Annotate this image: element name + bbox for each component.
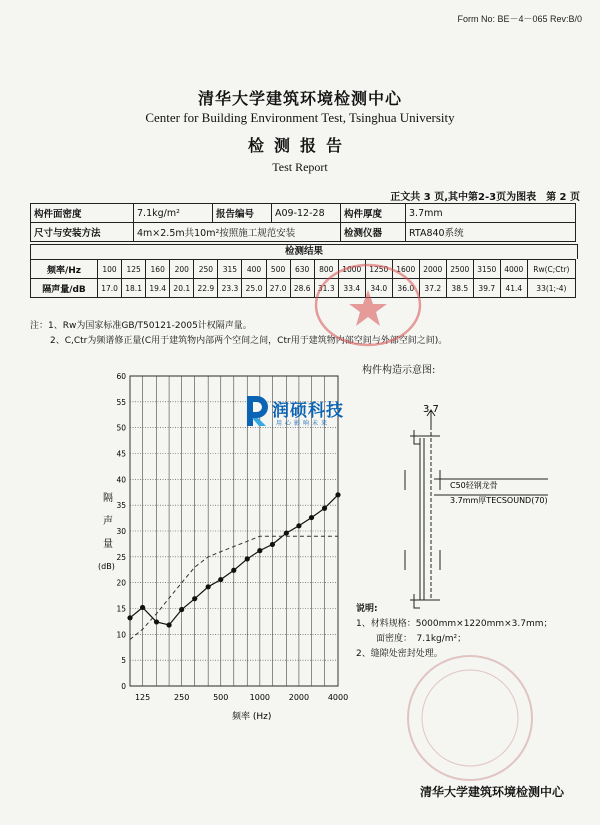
frequency-cell: 3150 <box>473 260 500 279</box>
insulation-cell: 27.0 <box>266 279 290 298</box>
diagram-label-stud: C50轻钢龙骨 <box>450 481 498 490</box>
report-title-cn: 检测报告 <box>247 136 352 155</box>
spec-line-3: 2、缝隙处密封处理。 <box>356 649 443 659</box>
data-point <box>154 619 159 624</box>
frequency-cell: 125 <box>122 260 146 279</box>
size-label: 尺寸与安装方法 <box>31 223 134 242</box>
data-point <box>206 584 211 589</box>
form-number: Form No: BE－4－065 Rev:B/0 <box>457 14 582 24</box>
data-point <box>296 523 301 528</box>
y-tick-label: 5 <box>121 656 126 666</box>
frequency-cell: 100 <box>98 260 122 279</box>
instrument-value: RTA840系统 <box>406 223 576 242</box>
data-point <box>309 515 314 520</box>
frequency-cell: 1600 <box>392 260 419 279</box>
y-tick-label: 40 <box>116 475 126 485</box>
insulation-cell: 34.0 <box>365 279 392 298</box>
density-value: 7.1kg/m² <box>134 204 213 223</box>
rw-value: 33(1;-4) <box>527 279 575 298</box>
note-2: 2、C,Ctr为频谱修正量(C用于建筑物内部两个空间之间，Ctr用于建筑物内部空间与外部空间之间)。 <box>50 336 448 346</box>
insulation-cell: 31.3 <box>314 279 338 298</box>
spec-line-2: 面密度： 7.1kg/m²； <box>376 634 467 644</box>
watermark-logo <box>244 394 374 430</box>
report-no-value: A09-12-28 <box>272 204 341 223</box>
diagram-title: 构件构造示意图: <box>362 365 436 376</box>
y-tick-label: 0 <box>121 682 126 691</box>
insulation-cell: 41.4 <box>500 279 527 298</box>
ylabel-char-2: 声 <box>103 516 113 527</box>
diagram-label-membrane: 3.7mm厚TECSOUND(70) <box>450 496 548 505</box>
y-tick-label: 60 <box>116 372 126 381</box>
ylabel-unit: (dB) <box>98 562 115 571</box>
frequency-cell: 4000 <box>500 260 527 279</box>
faded-seal-stamp <box>408 656 532 780</box>
center-title-en: Center for Building Environment Test, Tsinghua University <box>145 110 455 125</box>
spec-line-1: 1、材料规格：5000mm×1220mm×3.7mm； <box>356 619 553 629</box>
insulation-cell: 38.5 <box>446 279 473 298</box>
insulation-cell: 18.1 <box>122 279 146 298</box>
diagram-dimension: 3.7 <box>423 404 439 415</box>
frequency-cell: 630 <box>290 260 314 279</box>
y-tick-label: 10 <box>116 630 126 640</box>
y-tick-label: 25 <box>116 552 126 562</box>
data-point <box>179 607 184 612</box>
data-point <box>270 542 275 547</box>
frequency-cell: 2500 <box>446 260 473 279</box>
frequency-cell: 2000 <box>419 260 446 279</box>
y-tick-label: 30 <box>116 527 126 536</box>
instrument-label: 检测仪器 <box>341 223 406 242</box>
data-point <box>322 506 327 511</box>
logo-slogan: 用心影响未来 <box>276 420 331 427</box>
data-point <box>140 605 145 610</box>
insulation-cell: 17.0 <box>98 279 122 298</box>
frequency-cell: 1000 <box>338 260 365 279</box>
x-tick-label: 125 <box>134 693 151 702</box>
x-tick-label: 2000 <box>288 693 310 702</box>
results-heading: 检测结果 <box>30 244 578 259</box>
data-point <box>127 615 132 620</box>
y-tick-label: 20 <box>116 578 126 588</box>
report-no-label: 报告编号 <box>213 204 272 223</box>
insulation-cell: 19.4 <box>146 279 170 298</box>
data-point <box>192 596 197 601</box>
spec-notes <box>356 602 553 662</box>
ylabel-char-1: 隔 <box>103 493 113 504</box>
data-point <box>335 492 340 497</box>
thickness-label: 构件厚度 <box>341 204 406 223</box>
x-tick-label: 500 <box>213 693 229 702</box>
insulation-cell: 20.1 <box>170 279 194 298</box>
spec-title: 说明: <box>356 604 378 614</box>
x-tick-label: 4000 <box>327 693 349 702</box>
data-point <box>166 622 171 627</box>
frequency-label: 频率/Hz <box>31 260 98 279</box>
red-seal-stamp <box>316 265 420 345</box>
insulation-cell: 22.9 <box>194 279 218 298</box>
logo-mark-icon <box>244 394 270 428</box>
center-title-cn: 清华大学建筑环境检测中心 <box>197 89 402 108</box>
insulation-cell: 25.0 <box>242 279 266 298</box>
page-info: 正文共 3 页,其中第2-3页为图表 第 2 页 <box>390 192 580 203</box>
data-point <box>257 548 262 553</box>
insulation-cell: 36.0 <box>392 279 419 298</box>
insulation-cell: 33.4 <box>338 279 365 298</box>
data-point <box>284 530 289 535</box>
frequency-cell: 1250 <box>365 260 392 279</box>
note-1: 注：1、Rw为国家标准GB/T50121-2005计权隔声量。 <box>30 321 252 331</box>
y-tick-label: 35 <box>116 501 126 511</box>
y-tick-label: 45 <box>116 449 126 459</box>
x-tick-label: 1000 <box>249 693 271 702</box>
footer-org: 清华大学建筑环境检测中心 <box>419 785 564 799</box>
frequency-cell: 500 <box>266 260 290 279</box>
frequency-cell: 200 <box>170 260 194 279</box>
thickness-value: 3.7mm <box>406 204 576 223</box>
frequency-cell: 400 <box>242 260 266 279</box>
data-point <box>245 556 250 561</box>
frequency-cell: 315 <box>218 260 242 279</box>
ylabel-char-3: 量 <box>103 539 113 550</box>
insulation-cell: 28.6 <box>290 279 314 298</box>
x-tick-label: 250 <box>174 693 190 702</box>
logo-text: 润硕科技 <box>272 401 344 421</box>
insulation-cell: 39.7 <box>473 279 500 298</box>
report-title-en: Test Report <box>272 160 328 174</box>
density-label: 构件面密度 <box>31 204 134 223</box>
y-tick-label: 15 <box>116 604 126 614</box>
size-value: 4m×2.5m共10m²按照施工规范安装 <box>134 223 341 242</box>
frequency-cell: 800 <box>314 260 338 279</box>
data-point <box>218 577 223 582</box>
frequency-cell: 160 <box>146 260 170 279</box>
y-tick-label: 50 <box>116 423 126 433</box>
frequency-cell: 250 <box>194 260 218 279</box>
insulation-cell: 37.2 <box>419 279 446 298</box>
insulation-cell: 23.3 <box>218 279 242 298</box>
structure-diagram <box>405 410 548 608</box>
y-tick-label: 55 <box>116 397 126 407</box>
rw-label: Rw(C;Ctr) <box>527 260 575 279</box>
chart-xlabel: 频率 (Hz) <box>232 712 272 722</box>
data-point <box>231 568 236 573</box>
insulation-label: 隔声量/dB <box>31 279 98 298</box>
